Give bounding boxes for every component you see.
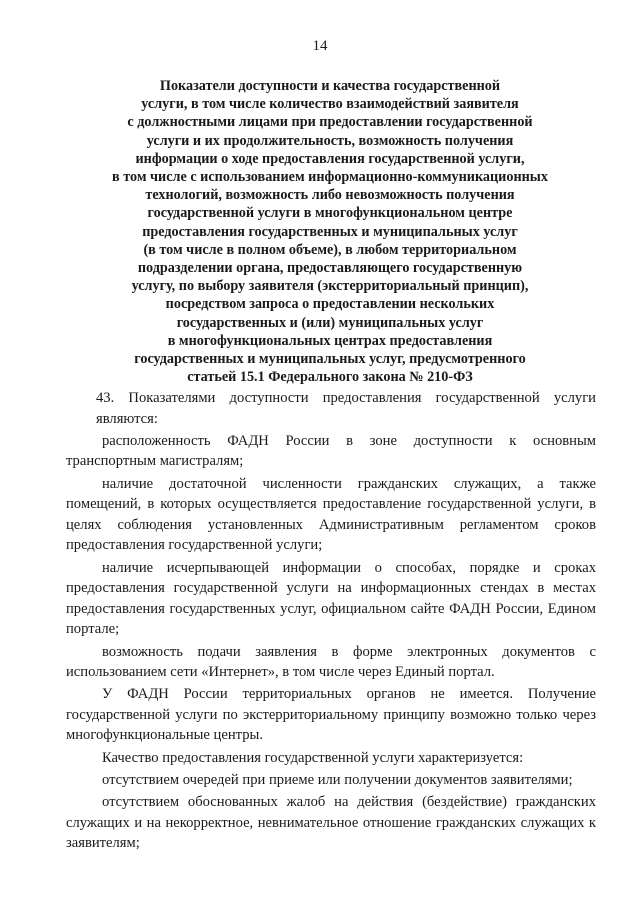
heading-line: услуги и их продолжительность, возможность получения (146, 132, 514, 149)
paragraph: отсутствием обоснованных жалоб на действия (бездействие) гражданских служащих и на некорректное, невнимательное отношение гражданских служащих к заявителям; (66, 794, 596, 852)
paragraph: расположенность ФАДН России в зоне доступности к основным транспортным магистралям; (66, 432, 596, 470)
heading-line: Показатели доступности и качества государственной (159, 78, 501, 94)
heading-line: услугу, по выбору заявителя (экстерриториальный принцип), (131, 278, 529, 295)
heading-line: услуги, в том числе количество взаимодействий заявителя (141, 96, 519, 113)
body-text (66, 388, 596, 855)
paragraph: Качество предоставления государственной услуги характеризуется: (102, 749, 524, 766)
heading-line: государственных и муниципальных услуг, предусмотренного (134, 351, 526, 368)
heading-line: технологий, возможность либо невозможность получения (145, 187, 515, 204)
heading-line: предоставления государственных и муниципальных услуг (142, 223, 518, 240)
page-number: 14 (312, 38, 328, 54)
paragraph: наличие достаточной численности гражданских служащих, а также помещений, в которых осуществляется предоставление государственной услуги, в целях соблюдения установленных Административным регламентом сроков предоставления государственной услуги; (66, 475, 596, 554)
heading-line: статьей 15.1 Федерального закона № 210-ФЗ (187, 369, 473, 386)
heading-line: подразделении органа, предоставляющего государственную (137, 260, 523, 277)
paragraph: отсутствием очередей при приеме или получении документов заявителями; (102, 771, 573, 788)
heading-line: в том числе с использованием информационно-коммуникационных (112, 169, 548, 186)
paragraph: 43. Показателями доступности предоставления государственной услуги являются: (96, 390, 596, 427)
heading-line: государственной услуги в многофункциональном центре (147, 205, 513, 222)
heading-line: с должностными лицами при предоставлении государственной (127, 114, 533, 131)
paragraph: наличие исчерпывающей информации о способах, порядке и сроках предоставления государственной услуги на информационных стендах в местах предоставления государственных услуг, официальном сайте ФАДН России, Едином портале; (66, 559, 596, 638)
section-heading (70, 77, 590, 386)
heading-line: информации о ходе предоставления государственной услуги, (135, 150, 525, 167)
heading-line: государственных и (или) муниципальных услуг (176, 314, 484, 331)
paragraph: У ФАДН России территориальных органов не имеется. Получение государственной услуги по экстерриториальному принципу возможно только через многофункциональные центры. (66, 686, 596, 744)
paragraph: возможность подачи заявления в форме электронных документов с использованием сети «Интернет», в том числе через Единый портал. (66, 643, 596, 681)
heading-line: (в том числе в полном объеме), в любом территориальном (143, 241, 517, 258)
heading-line: в многофункциональных центрах предоставления (167, 332, 493, 349)
heading-line: посредством запроса о предоставлении нескольких (165, 296, 495, 313)
